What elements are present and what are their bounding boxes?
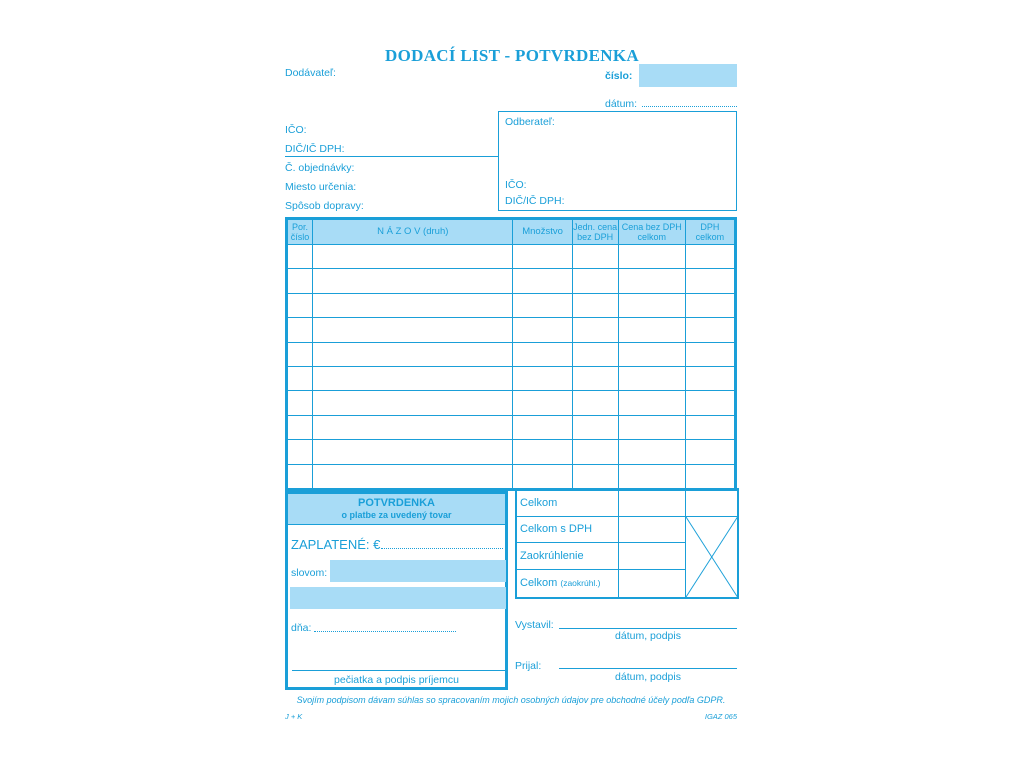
table-row[interactable] [287,342,736,366]
items-table [285,217,737,491]
day-label: dňa: [291,622,312,634]
issued-label: Vystavil: [515,619,554,631]
col-header-unit-price [572,219,618,245]
total-label: Celkom [516,489,618,516]
col-unit-line1: Jedn. cena [573,222,618,232]
order-label: Č. objednávky: [285,162,355,174]
total-rounded-label: Celkom [520,577,558,590]
col-por-line1: Por. [292,222,309,232]
received-sub: dátum, podpis [615,671,681,683]
col-vat-line2: celkom [695,232,725,242]
col-header-por [287,219,313,245]
col-vat-line1: DPH [700,222,720,232]
rounding-label: Zaokrúhlenie [516,543,618,570]
page-title: DODACÍ LIST - POTVRDENKA [385,46,639,65]
destination-label: Miesto určenia: [285,181,357,193]
table-row[interactable] [287,391,736,415]
table-row[interactable] [287,245,736,269]
transport-label: Spôsob dopravy: [285,200,364,212]
right-code: IGAZ 065 [704,712,737,721]
ico-label: IČO: [285,124,307,136]
items-header-row [287,219,736,245]
receipt-subtitle: o platbe za uvedený tovar [341,510,452,520]
receipt-header [288,494,505,525]
cross-mark-icon [686,517,738,597]
issued-sub: dátum, podpis [615,630,681,642]
col-por-line2: číslo [290,232,310,242]
gdpr-note: Svojím podpisom dávam súhlas so spracovaním mojich osobných údajov pre obchodné účely podľa GDPR. [296,695,726,705]
total-vat-amount[interactable] [618,516,685,543]
stamp-line [292,670,505,671]
table-row[interactable] [287,318,736,342]
rounding-value[interactable] [618,543,685,570]
table-row[interactable] [287,464,736,489]
received-label: Prijal: [515,660,542,672]
date-field[interactable] [642,106,737,107]
paid-label: ZAPLATENÉ: € [291,537,381,552]
customer-box[interactable] [498,111,737,211]
table-row[interactable] [287,269,736,293]
col-header-vat [685,219,735,245]
left-code: J + K [285,712,303,721]
col-header-qty: Množstvo [513,219,572,245]
table-row[interactable] [287,440,736,464]
total-rounded-suffix: (zaokrúhl.) [560,578,601,589]
receipt-box [285,491,508,690]
total-vat-value[interactable] [685,489,738,516]
words-label: slovom: [291,567,328,579]
supplier-divider [285,156,498,157]
crossed-cell [685,516,738,598]
receipt-title: POTVRDENKA [357,497,435,509]
date-label: dátum: [605,98,638,110]
supplier-label: Dodávateľ: [285,67,336,79]
total-rounded-value[interactable] [618,570,685,598]
total-vat-label: Celkom s DPH [516,516,618,543]
total-rounded-cell [516,570,618,598]
table-row[interactable] [287,366,736,390]
table-row[interactable] [287,415,736,439]
received-line[interactable] [559,668,737,669]
customer-ico-label: IČO: [505,179,527,191]
table-row[interactable] [287,293,736,317]
col-header-total-price [618,219,685,245]
paid-amount-field[interactable] [381,548,503,549]
col-header-name: N Á Z O V (druh) [313,219,513,245]
customer-dic-label: DIČ/IČ DPH: [505,195,565,207]
number-label: číslo: [605,70,633,82]
stamp-label: pečiatka a podpis príjemcu [334,674,459,686]
day-field[interactable] [314,631,456,632]
words-field-2[interactable] [290,587,506,609]
col-total-line1: Cena bez DPH [621,222,682,232]
customer-label: Odberateľ: [505,116,555,128]
col-unit-line2: bez DPH [577,232,614,242]
issued-line[interactable] [559,628,737,629]
col-total-line2: celkom [637,232,667,242]
number-field[interactable] [639,64,737,87]
totals-table [515,488,739,599]
dic-label: DIČ/IČ DPH: [285,143,345,155]
totals-row-total-vat [516,516,738,543]
words-field[interactable] [330,560,506,582]
totals-row-total [516,489,738,516]
total-value[interactable] [618,489,685,516]
